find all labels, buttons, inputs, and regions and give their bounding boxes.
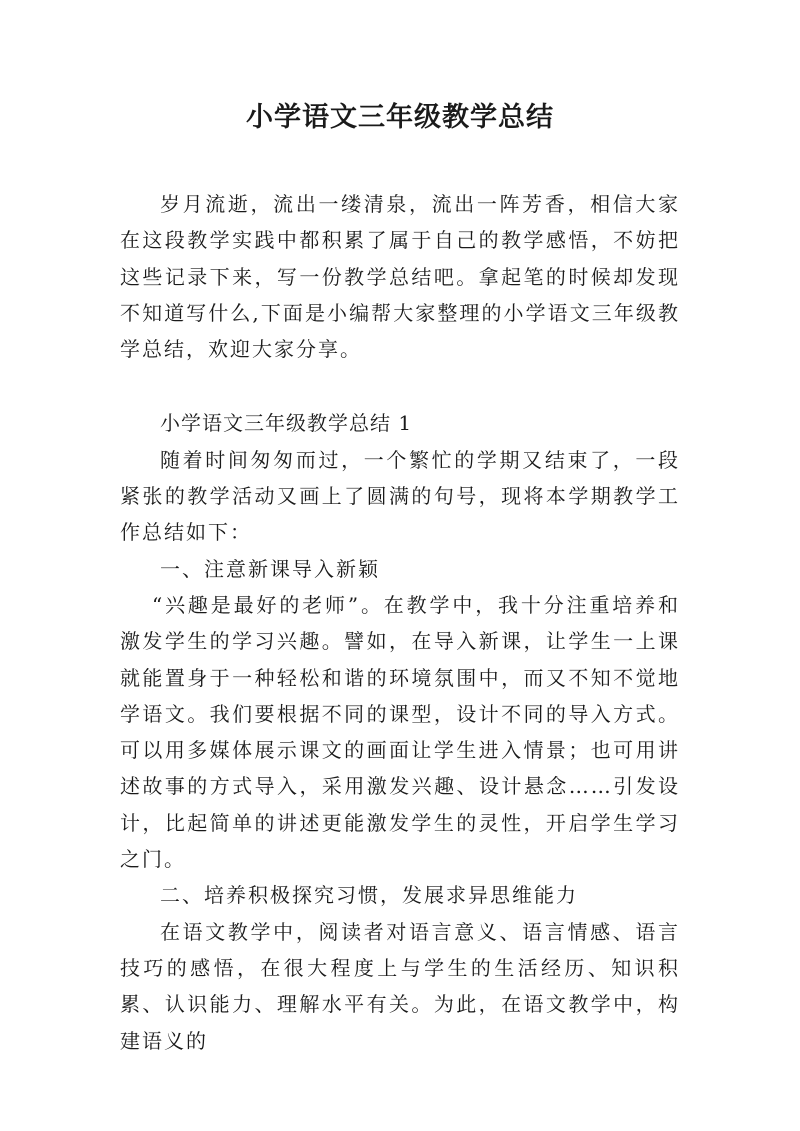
section-intro-paragraph: 随着时间匆匆而过，一个繁忙的学期又结束了，一段紧张的教学活动又画上了圆满的句号，现将本学期教学工作总结如下：	[120, 447, 680, 545]
section-heading-1: 一、注意新课导入新颖	[160, 556, 380, 581]
section-heading-2: 二、培养积极探究习惯，发展求异思维能力	[160, 883, 578, 908]
intro-paragraph: 岁月流逝，流出一缕清泉，流出一阵芳香，相信大家在这段教学实践中都积累了属于自己的教学感悟，不妨把这些记录下来，写一份教学总结吧。拿起笔的时候却发现不知道写什么,下面是小编帮大家整理的小学语文三年级教学总结，欢迎大家分享。	[120, 192, 680, 362]
section-title: 小学语文三年级教学总结 1	[160, 411, 413, 436]
paragraph-spacer	[120, 367, 680, 405]
document-body	[120, 186, 680, 1059]
body-paragraph-1: “兴趣是最好的老师”。在教学中，我十分注重培养和激发学生的学习兴趣。譬如，在导入新课，让学生一上课就能置身于一种轻松和谐的环境氛围中，而又不知不觉地学语文。我们要根据不同的课型，设计不同的导入方式。可以用多媒体展示课文的画面让学生进入情景；也可用讲述故事的方式导入，采用激发兴趣、设计悬念……引发设计，比起简单的讲述更能激发学生的灵性，开启学生学习之门。	[120, 592, 680, 872]
body-paragraph-2: 在语文教学中，阅读者对语言意义、语言情感、语言技巧的感悟，在很大程度上与学生的生活经历、知识积累、认识能力、理解水平有关。为此，在语文教学中，构建语义的	[120, 919, 680, 1053]
document-title: 小学语文三年级教学总结	[246, 102, 554, 133]
